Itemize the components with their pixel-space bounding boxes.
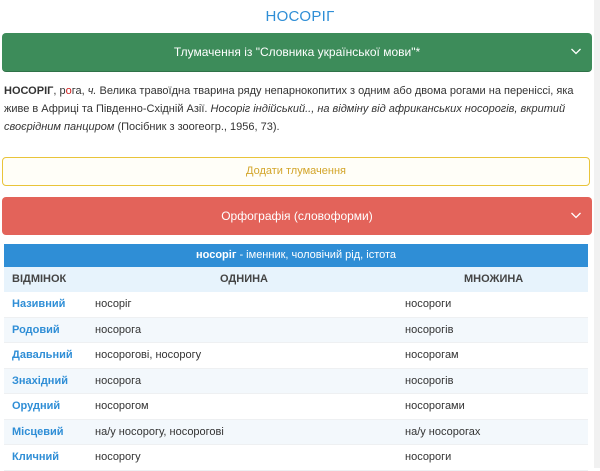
case-name: Кличний	[12, 451, 60, 463]
definition-text	[4, 82, 590, 136]
table-row	[4, 318, 588, 344]
case-name: Знахідний	[12, 374, 68, 387]
grammar-post: га,	[71, 85, 88, 97]
chevron-down-icon	[570, 209, 582, 221]
case-name: Називний	[12, 298, 66, 310]
singular-form: на/у носорогу, носорогові	[95, 425, 224, 438]
chevron-down-icon	[570, 45, 582, 57]
singular-form: носорогові, носорогу	[95, 349, 202, 361]
usage-example: Носоріг індійський.., на відміну від африканських носорогів, вкритий своєрідним панциром	[4, 103, 566, 133]
example-source: (Посібник з зоогеогр., 1956, 73).	[114, 121, 280, 133]
case-name: Родовий	[12, 323, 60, 336]
header-singular: ОДНИНА	[220, 273, 268, 285]
word-forms-table	[4, 244, 588, 471]
table-body	[4, 292, 588, 471]
table-header-row	[4, 267, 588, 292]
plural-form: носорогами	[405, 400, 465, 412]
table-row	[4, 420, 588, 446]
headword: НОСОРІГ	[4, 85, 54, 97]
part-of-speech: ч.	[87, 85, 97, 97]
orthography-accordion[interactable]	[2, 197, 592, 235]
table-word: носоріг	[195, 249, 237, 261]
case-name: Місцевий	[12, 425, 64, 438]
case-name: Давальний	[12, 349, 73, 361]
page-title: НОСОРІГ	[265, 8, 335, 25]
definition-body: Велика травоїдна тварина ряду непарнокопитих з одним або двома рогами на переніссі, яка живе в Африці та Південно-Східній Азії.	[4, 85, 574, 115]
plural-form: носороги	[405, 298, 452, 310]
singular-form: носорога	[95, 323, 142, 336]
singular-form: носорогу	[95, 451, 141, 463]
singular-form: носоріг	[95, 298, 132, 310]
table-word-description: - іменник, чоловічий рід, істота	[236, 249, 397, 261]
plural-form: носорогів	[405, 323, 454, 336]
plural-form: на/у носорогах	[405, 425, 481, 438]
singular-form: носорога	[95, 374, 142, 387]
add-definition-button[interactable]: Додати тлумачення	[2, 157, 590, 186]
plural-form: носороги	[405, 451, 452, 463]
table-row	[4, 445, 588, 471]
header-case: ВІДМІНОК	[12, 273, 67, 285]
table-row	[4, 343, 588, 369]
page-scroll-edge	[594, 0, 600, 468]
table-caption	[4, 244, 588, 267]
stress-vowel: о	[65, 85, 72, 97]
singular-form: носорогом	[95, 400, 149, 412]
header-plural: МНОЖИНА	[464, 273, 524, 285]
table-row	[4, 369, 588, 395]
case-name: Орудний	[12, 400, 61, 412]
table-row	[4, 292, 588, 318]
grammar-pre: , р	[53, 85, 66, 97]
plural-form: носорогів	[405, 374, 454, 387]
plural-form: носорогам	[405, 349, 459, 361]
dictionary-accordion-title: Тлумачення із "Словника української мови"*	[173, 45, 421, 59]
table-row	[4, 394, 588, 420]
dictionary-accordion[interactable]	[2, 33, 592, 72]
orthography-accordion-title: Орфографія (словоформи)	[221, 209, 373, 223]
